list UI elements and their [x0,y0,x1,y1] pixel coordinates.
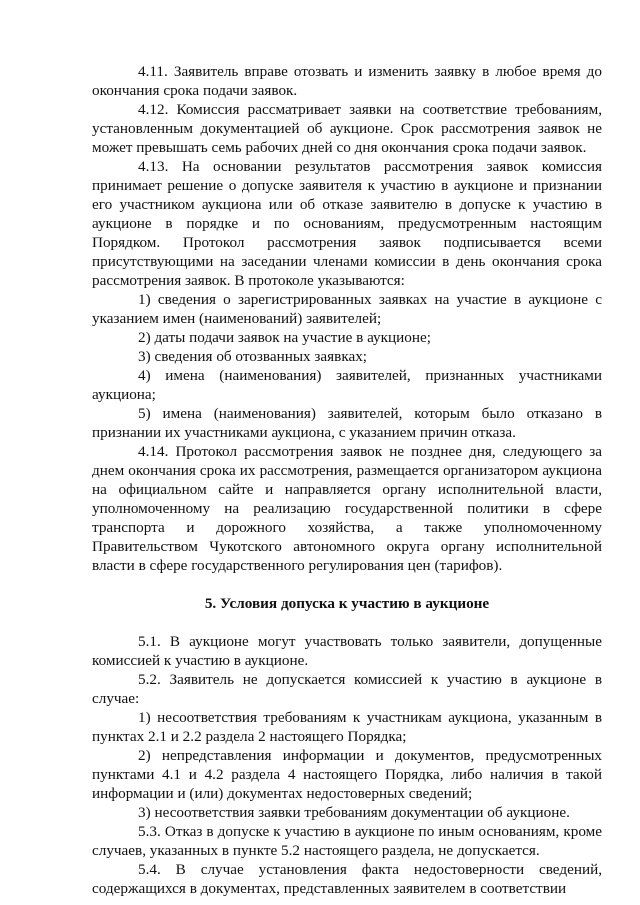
paragraph-5-1: 5.1. В аукционе могут участвовать только заявители, допущенные комиссией к участию в аукционе. [92,633,602,669]
spacer [92,613,602,632]
paragraph-5-3: 5.3. Отказ в допуске к участию в аукционе по иным основаниям, кроме случаев, указанных в пункте 5.2 настоящего раздела, не допускается. [92,823,602,859]
paragraph-4-13: 4.13. На основании результатов рассмотрения заявок комиссия принимает решение о допуске заявителя к участию в аукционе и признании его участником аукциона или об отказе заявителю в допуске к участию в аукционе в порядке и по основаниям, предусмотренным настоящим Порядком. Протокол рассмотрения заявок подписывается всеми присутствующими на заседании членами комиссии в день окончания срока рассмотрения заявок. В протоколе указываются: [92,158,602,289]
list-item-5-2-2: 2) непредставления информации и документов, предусмотренных пунктами 4.1 и 4.2 раздела 4 настоящего Порядка, либо наличия в такой информации и (или) документах недостоверных сведений; [92,747,602,802]
list-item-4-13-5: 5) имена (наименования) заявителей, которым было отказано в признании их участниками аукциона, с указанием причин отказа. [92,405,602,441]
paragraph-5-4: 5.4. В случае установления факта недостоверности сведений, содержащихся в документах, представленных заявителем в соответствии [92,861,602,897]
document-page [92,62,602,898]
list-item-5-2-3: 3) несоответствия заявки требованиям документации об аукционе. [138,804,570,821]
spacer [92,575,602,594]
section-5-heading: 5. Условия допуска к участию в аукционе [204,595,490,612]
list-item-4-13-4: 4) имена (наименования) заявителей, признанных участниками аукциона; [92,367,602,403]
list-item-5-2-1: 1) несоответствия требованиям к участникам аукциона, указанным в пунктах 2.1 и 2.2 раздела 2 настоящего Порядка; [92,709,602,745]
paragraph-4-12: 4.12. Комиссия рассматривает заявки на соответствие требованиям, установленным документацией об аукционе. Срок рассмотрения заявок не может превышать семь рабочих дней со дня окончания срока подачи заявок. [92,101,602,156]
paragraph-5-2: 5.2. Заявитель не допускается комиссией к участию в аукционе в случае: [92,671,602,707]
paragraph-4-14: 4.14. Протокол рассмотрения заявок не позднее дня, следующего за днем окончания срока их рассмотрения, размещается организатором аукциона на официальном сайте и направляется органу исполнительной власти, уполномоченному на реализацию государственной политики в сфере транспорта и дорожного хозяйства, а также уполномоченному Правительством Чукотского автономного округа органу исполнительной власти в сфере государственного регулирования цен (тарифов). [92,443,602,574]
list-item-4-13-2: 2) даты подачи заявок на участие в аукционе; [138,329,431,346]
list-item-4-13-3: 3) сведения об отозванных заявках; [138,348,368,365]
list-item-4-13-1: 1) сведения о зарегистрированных заявках на участие в аукционе с указанием имен (наименований) заявителей; [92,291,602,327]
paragraph-4-11: 4.11. Заявитель вправе отозвать и изменить заявку в любое время до окончания срока подачи заявок. [92,63,602,99]
